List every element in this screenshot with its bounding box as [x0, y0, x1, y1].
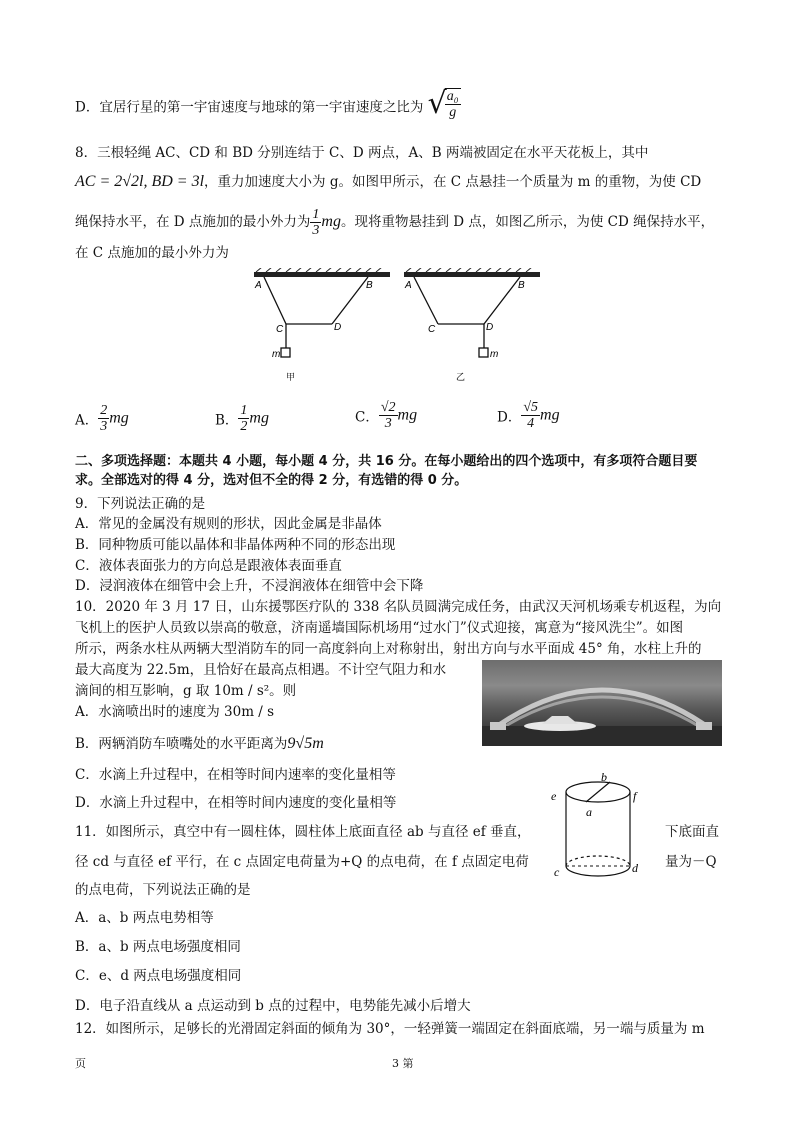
page-number: 3 第: [392, 1057, 414, 1070]
q11-line3: 的点电荷，下列说法正确的是: [75, 882, 251, 898]
q10-line3: 所示，两条水柱从两辆大型消防车的同一高度斜向上对称射出，射出方向与水平面成 45° 角，水柱上升的: [75, 641, 702, 657]
q11-line2b: 量为－Q: [665, 854, 717, 870]
q12-line1: 12．如图所示，足够长的光滑固定斜面的倾角为 30°，一轻弹簧一端固定在斜面底端，另一端与质量为 m: [75, 1021, 705, 1037]
q9-option-b: B．同种物质可能以晶体和非晶体两种不同的形态出现: [75, 537, 396, 553]
caption-yi: 乙: [456, 373, 466, 383]
q8-line4: 在 C 点施加的最小外力为: [75, 245, 229, 261]
q8-option-b: B． $\frac{1}{2}$ mg: [215, 403, 269, 434]
q9-option-d: D．浸润液体在细管中会上升，不浸润液体在细管中会下降: [75, 578, 424, 594]
q11-option-c: C．e、d 两点电场强度相同: [75, 968, 242, 984]
footer-left: 页: [75, 1057, 86, 1070]
q8-option-c: C． $\frac{√2}{3}$ mg: [355, 400, 418, 431]
rope-figure-jia: [250, 268, 395, 388]
q10-line5: 滴间的相互影响，g 取 10m / s²。则: [75, 683, 297, 699]
label-a: A: [255, 280, 262, 291]
q11-option-d: D．电子沿直线从 a 点运动到 b 点的过程中，电势能先减小后增大: [75, 998, 471, 1014]
q10-line1: 10．2020 年 3 月 17 日，山东援鄂医疗队的 338 名队员圆满完成任务，由武汉天河机场乘专机返程，为向: [75, 599, 722, 615]
q8-line3: 绳保持水平，在 D 点施加的最小外力为 $\frac{1}{3}$ mg。现将重物悬挂到 D 点，如图乙所示，为使 CD 绳保持水平，: [75, 207, 715, 238]
q8-option-d: D． $\frac{√5}{4}$ mg: [497, 400, 560, 431]
q8-line2: AC = 2√2l, BD = 3l，重力加速度大小为 g。如图甲所示，在 C 点悬挂一个质量为 m 的重物，为使 CD: [75, 173, 702, 190]
label-d: d: [632, 861, 638, 875]
q11-line1a: 11．如图所示，真空中有一圆柱体，圆柱体上底面直径 ab 与直径 ef 垂直，: [75, 824, 531, 840]
q11-option-b: B．a、b 两点电场强度相同: [75, 939, 241, 955]
label-b: B: [518, 280, 525, 291]
q10-option-b: B．两辆消防车喷嘴处的水平距离为9√5m: [75, 735, 324, 752]
label-b: B: [366, 280, 373, 291]
label-d: D: [334, 322, 342, 333]
q10-option-a: A．水滴喷出时的速度为 30m / s: [75, 704, 275, 720]
cylinder-figure: [548, 770, 658, 880]
q9-option-a: A．常见的金属没有规则的形状，因此金属是非晶体: [75, 516, 382, 532]
caption-jia: 甲: [286, 373, 296, 383]
label-m: m: [272, 349, 281, 360]
label-c: C: [276, 324, 284, 335]
label-m: m: [490, 349, 499, 360]
label-c: C: [428, 324, 436, 335]
water-salute-photo: [482, 660, 722, 746]
label-e: e: [551, 789, 557, 803]
q9-stem: 9．下列说法正确的是: [75, 496, 206, 512]
label-f: f: [633, 789, 637, 803]
section2-title-line1: 二、多项选择题：本题共 4 小题，每小题 4 分，共 16 分。在每小题给出的四个选项中，有多项符合题目要: [75, 454, 698, 469]
label-c: c: [554, 865, 560, 879]
q10-line2: 飞机上的医护人员致以崇高的敬意，济南遥墙国际机场用“过水门”仪式迎接，寓意为“接风洗尘”。如图: [75, 620, 684, 636]
q11-line1b: 下底面直: [665, 824, 719, 840]
q11-line2a: 径 cd 与直径 ef 平行，在 c 点固定电荷量为+Q 的点电荷，在 f 点固定电荷: [75, 854, 529, 870]
label-d: D: [486, 322, 494, 333]
section2-title-line2: 求。全部选对的得 4 分，选对但不全的得 2 分，有选错的得 0 分。: [75, 473, 468, 488]
q9-option-c: C．液体表面张力的方向总是跟液体表面垂直: [75, 558, 342, 574]
label-a: A: [405, 280, 412, 291]
rope-figure-yi: [400, 268, 545, 388]
sqrt-fraction: √ $\frac{\text{a₀}}{g}$: [427, 86, 459, 121]
q8-line1: 8．三根轻绳 AC、CD 和 BD 分别连结于 C、D 两点，A、B 两端被固定在水平天花板上，其中: [75, 145, 649, 161]
water-arc-image: [482, 660, 722, 746]
q10-option-c: C．水滴上升过程中，在相等时间内速率的变化量相等: [75, 767, 396, 783]
q10-option-d: D．水滴上升过程中，在相等时间内速度的变化量相等: [75, 795, 397, 811]
q7-option-d: D．宜居行星的第一宇宙速度与地球的第一宇宙速度之比为 √ $\frac{\text{a₀}}{g}$: [75, 86, 459, 121]
q10-line4: 最大高度为 22.5m，且恰好在最高点相遇。不计空气阻力和水: [75, 662, 447, 678]
label-a: a: [586, 805, 592, 819]
q8-option-a: A． $\frac{2}{3}$ mg: [75, 403, 129, 434]
label-b: b: [601, 770, 607, 784]
q11-option-a: A．a、b 两点电势相等: [75, 910, 214, 926]
